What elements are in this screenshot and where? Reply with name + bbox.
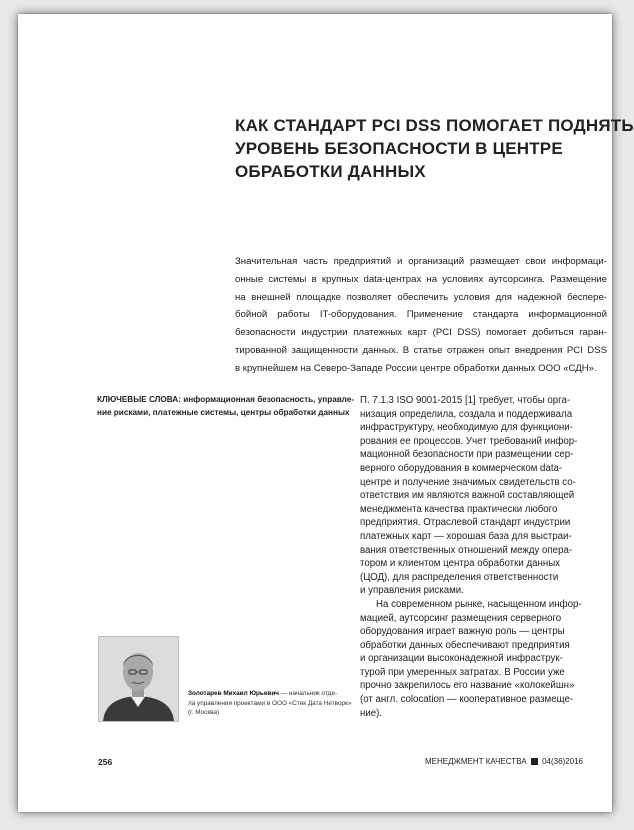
keywords-line: КЛЮЧЕВЫЕ СЛОВА: информационная безопасность, управле- bbox=[97, 395, 355, 404]
square-separator-icon bbox=[531, 758, 538, 765]
body-line: предприятия. Отраслевой стандарт индустрии bbox=[360, 517, 571, 529]
author-photo bbox=[98, 636, 179, 722]
article-lead bbox=[235, 253, 607, 378]
body-line: верного оборудования в коммерческом data- bbox=[360, 462, 563, 474]
body-line: (ЦОД), для распределения ответственности bbox=[360, 571, 559, 583]
journal-issue: 04(36)2016 bbox=[542, 757, 583, 766]
body-line: оборудования играет важную роль — центры bbox=[360, 626, 565, 638]
title-line: КАК СТАНДАРТ PCI DSS ПОМОГАЕТ ПОДНЯТЬ bbox=[235, 116, 634, 135]
body-line: инфраструктуру, необходимую для функциони- bbox=[360, 422, 573, 434]
keywords-block bbox=[97, 393, 355, 419]
body-line: ответствия им являются важной составляющей bbox=[360, 490, 575, 502]
body-line: центре и получение значимых свидетельств со- bbox=[360, 476, 576, 488]
body-line: На современном рынке, насыщенном инфор- bbox=[376, 598, 582, 610]
lead-line: бойной работы IT-оборудования. Применение стандарта информационной bbox=[235, 309, 607, 321]
lead-line: Значительная часть предприятий и организаций размещает свои информаци- bbox=[235, 256, 607, 267]
body-line: прочно закрепилось его название «колокейшн» bbox=[360, 680, 575, 692]
body-line: и управления рисками. bbox=[360, 585, 464, 597]
body-line: рования ее процессов. Учет требований инфор- bbox=[360, 435, 578, 447]
body-line: мационной безопасности при размещении сер- bbox=[360, 449, 574, 461]
journal-footer bbox=[425, 757, 583, 766]
lead-line: онные системы в крупных data-центрах на условиях аутсорсинга. Размещение bbox=[235, 273, 607, 285]
title-line: УРОВЕНЬ БЕЗОПАСНОСТИ В ЦЕНТРЕ bbox=[235, 139, 563, 158]
author-caption bbox=[188, 689, 352, 718]
portrait-image bbox=[99, 637, 178, 721]
author-role: — начальник отде- bbox=[278, 690, 338, 697]
journal-name: МЕНЕДЖМЕНТ КАЧЕСТВА bbox=[424, 757, 527, 766]
body-line: ние). bbox=[360, 707, 383, 719]
lead-line: безопасности индустрии платежных карт (PCI DSS) помогает добиться гаран- bbox=[235, 327, 607, 339]
author-line bbox=[188, 689, 348, 699]
author-name: Золотарев Михаил Юрьевич bbox=[188, 690, 279, 697]
body-line: платежных карт — хорошая база для выстраи- bbox=[360, 530, 572, 542]
body-line: обработки данных обеспечивают предприятия bbox=[360, 639, 570, 651]
author-line: (г. Москва) bbox=[188, 709, 220, 716]
body-line: тором и клиентом центра обработки данных bbox=[360, 558, 561, 570]
article-title bbox=[235, 114, 634, 183]
body-line: и организации высоконадежной инфраструк- bbox=[360, 653, 563, 665]
lead-line: на внешней площадке позволяет обеспечить условия для надежной беспере- bbox=[235, 291, 607, 303]
article-body bbox=[360, 394, 606, 720]
journal-page bbox=[18, 14, 634, 812]
body-line: П. 7.1.3 ISO 9001-2015 [1] требует, чтобы орга- bbox=[360, 395, 571, 406]
author-line: ла управления проектами в ООО «Стек Дата Нетворк» bbox=[188, 699, 352, 707]
title-line: ОБРАБОТКИ ДАННЫХ bbox=[235, 162, 426, 181]
lead-line: в крупнейшем на Северо-Западе России центре обработки данных ООО «СДН». bbox=[235, 362, 597, 374]
page-number: 256 bbox=[98, 757, 113, 767]
body-line: менеджмента качества практически любого bbox=[360, 503, 558, 515]
body-line: турой при умеренных затратах. В России уже bbox=[360, 666, 565, 678]
keywords-line: ние рисками, платежные системы, центры обработки данных bbox=[97, 408, 350, 417]
body-line: мацией, аутсорсинг размещения серверного bbox=[360, 612, 562, 624]
body-line: низация определила, создала и поддерживала bbox=[360, 408, 573, 420]
body-line: (от англ. colocation — кооперативное размеще- bbox=[360, 694, 574, 706]
body-line: вания ответственных отношений между опера- bbox=[360, 544, 573, 556]
lead-line: тированной защищенности данных. В статье отражен опыт внедрения PCI DSS bbox=[235, 344, 607, 356]
